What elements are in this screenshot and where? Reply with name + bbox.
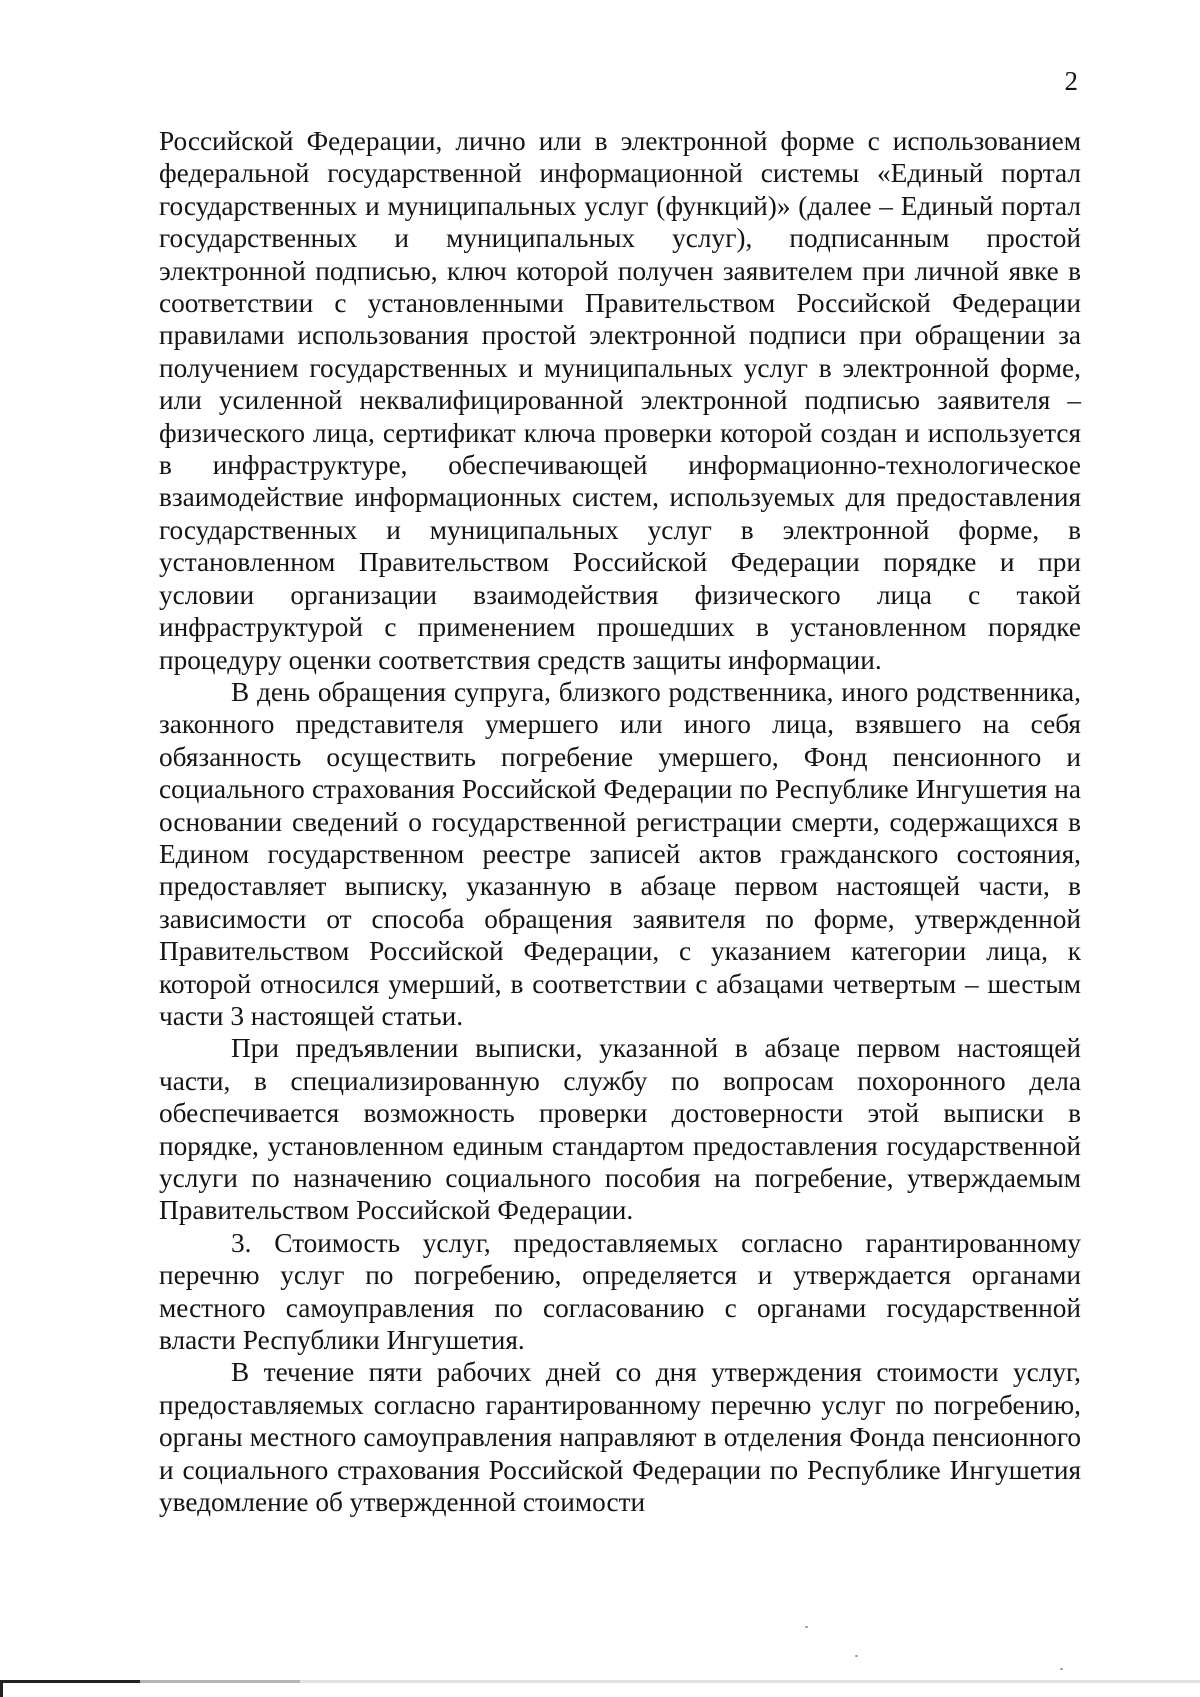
scan-speck xyxy=(855,1655,858,1657)
page-number: 2 xyxy=(1064,66,1078,96)
scan-speck xyxy=(805,1626,808,1628)
document-body xyxy=(159,125,1081,1518)
paragraph-extract-issuance: В день обращения супруга, близкого родственника, иного родственника, законного представителя умершего или иного лица, взявшего на себя обязанность осуществить погребение умершего, Фонд пенсионного и социального страхования Российской Федерации по Республике Ингушетия на основании сведений о государственной регистрации смерти, содержащихся в Едином государственном реестре записей актов гражданского состояния, предоставляет выписку, указанную в абзаце первом настоящей части, в зависимости от способа обращения заявителя по форме, утвержденной Правительством Российской Федерации, с указанием категории лица, к которой относился умерший, в соответствии с абзацами четвертым – шестым части 3 настоящей статьи. xyxy=(159,676,1081,1031)
paragraph-cost-notification: В течение пяти рабочих дней со дня утверждения стоимости услуг, предоставляемых согласно гарантированному перечню услуг по погребению, органы местного самоуправления направляют в отделения Фонда пенсионного и социального страхования Российской Федерации по Республике Ингушетия уведомление об утвержденной стоимости xyxy=(159,1357,1081,1518)
paragraph-extract-verification: При предъявлении выписки, указанной в абзаце первом настоящей части, в специализированную службу по вопросам похоронного дела обеспечивается возможность проверки достоверности этой выписки в порядке, установленном единым стандартом предоставления государственной услуги по назначению социального пособия на погребение, утверждаемым Правительством Российской Федерации. xyxy=(159,1033,1081,1226)
scan-speck xyxy=(1060,1668,1063,1670)
paragraph-section-3-cost: 3. Стоимость услуг, предоставляемых согласно гарантированному перечню услуг по погребению, определяется и утверждается органами местного самоуправления по согласованию с органами государственной власти Республики Ингушетия. xyxy=(159,1227,1081,1356)
scan-edge-line xyxy=(0,1680,1200,1683)
paragraph-continuation: Российской Федерации, лично или в электронной форме с использованием федеральной государственной информационной системы «Единый портал государственных и муниципальных услуг (функций)» (далее – Единый портал государственных и муниципальных услуг), подписанным простой электронной подписью, ключ которой получен заявителем при личной явке в соответствии с установленными Правительством Российской Федерации правилами использования простой электронной подписи при обращении за получением государственных и муниципальных услуг в электронной форме, или усиленной неквалифицированной электронной подписью заявителя – физического лица, сертификат ключа проверки которой создан и используется в инфраструктуре, обеспечивающей информационно-технологическое взаимодействие информационных систем, используемых для предоставления государственных и муниципальных услуг в электронной форме, в установленном Правительством Российской Федерации порядке и при условии организации взаимодействия физического лица с такой инфраструктурой с применением прошедших в установленном порядке процедуру оценки соответствия средств защиты информации. xyxy=(159,126,1081,675)
scan-corner-mark xyxy=(0,1680,3,1697)
